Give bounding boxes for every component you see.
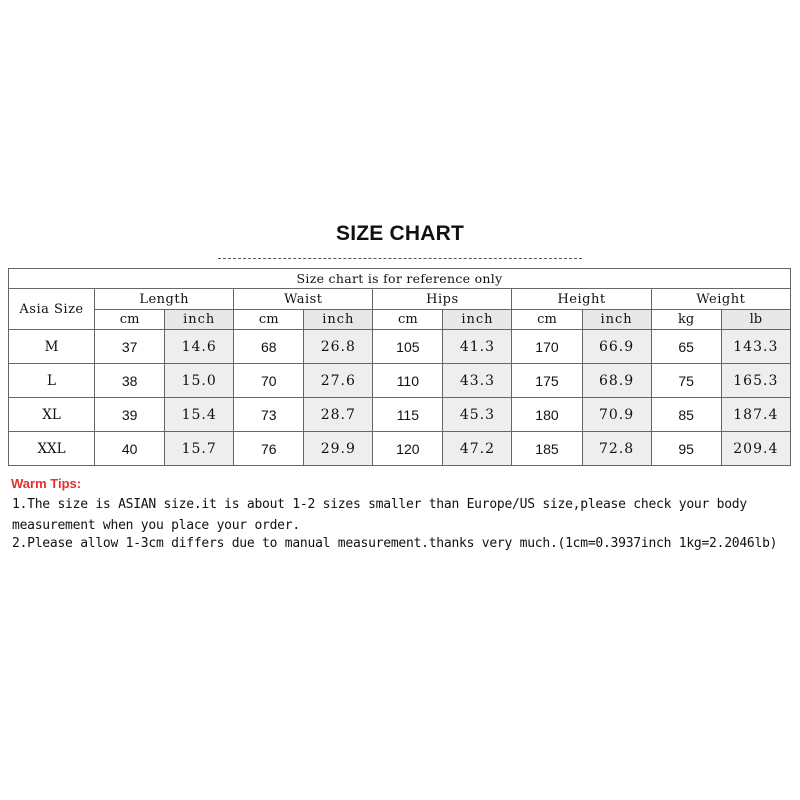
table-cell: 39 — [95, 398, 165, 432]
table-cell: 165.3 — [721, 364, 790, 398]
table-cell: 45.3 — [443, 398, 512, 432]
table-cell: 180 — [512, 398, 582, 432]
table-cell: 15.0 — [165, 364, 234, 398]
unit-header: inch — [165, 310, 234, 330]
table-cell: 47.2 — [443, 432, 512, 466]
group-header-hips: Hips — [373, 289, 512, 310]
unit-header: cm — [234, 310, 304, 330]
table-cell: 26.8 — [304, 330, 373, 364]
table-cell: 41.3 — [443, 330, 512, 364]
table-cell: 68.9 — [582, 364, 651, 398]
warm-tip-2: 2.Please allow 1-3cm differs due to manual measurement.thanks very much.(1cm=0.3937inch 1kg=2.2046lb) — [12, 536, 778, 551]
table-cell: 73 — [234, 398, 304, 432]
table-cell: 65 — [651, 330, 721, 364]
table-cell: 66.9 — [582, 330, 651, 364]
table-cell: 38 — [95, 364, 165, 398]
table-cell: 28.7 — [304, 398, 373, 432]
table-cell: 143.3 — [721, 330, 790, 364]
table-cell: 70.9 — [582, 398, 651, 432]
page-title: SIZE CHART — [336, 222, 464, 245]
table-row — [9, 432, 791, 466]
title-divider — [218, 258, 582, 259]
table-cell: 175 — [512, 364, 582, 398]
group-header-length: Length — [95, 289, 234, 310]
group-header-weight: Weight — [651, 289, 790, 310]
unit-header: lb — [721, 310, 790, 330]
unit-header: kg — [651, 310, 721, 330]
table-cell: 37 — [95, 330, 165, 364]
unit-header: inch — [304, 310, 373, 330]
warm-tips-heading: Warm Tips: — [11, 476, 82, 491]
table-cell: 27.6 — [304, 364, 373, 398]
table-cell: 43.3 — [443, 364, 512, 398]
unit-header: cm — [373, 310, 443, 330]
table-cell: 76 — [234, 432, 304, 466]
table-cell: 75 — [651, 364, 721, 398]
table-cell: 70 — [234, 364, 304, 398]
table-cell: 15.4 — [165, 398, 234, 432]
size-label: XXL — [9, 432, 95, 466]
unit-header: inch — [443, 310, 512, 330]
table-cell: 170 — [512, 330, 582, 364]
size-label: XL — [9, 398, 95, 432]
table-cell: 85 — [651, 398, 721, 432]
table-cell: 72.8 — [582, 432, 651, 466]
size-label: L — [9, 364, 95, 398]
size-chart-table — [8, 268, 791, 466]
table-cell: 209.4 — [721, 432, 790, 466]
table-cell: 105 — [373, 330, 443, 364]
table-cell: 187.4 — [721, 398, 790, 432]
table-cell: 120 — [373, 432, 443, 466]
table-cell: 40 — [95, 432, 165, 466]
size-label: M — [9, 330, 95, 364]
asia-size-header: Asia Size — [9, 289, 95, 330]
table-cell: 95 — [651, 432, 721, 466]
unit-header: inch — [582, 310, 651, 330]
table-cell: 29.9 — [304, 432, 373, 466]
table-cell: 68 — [234, 330, 304, 364]
table-row — [9, 330, 791, 364]
table-row — [9, 398, 791, 432]
table-cell: 14.6 — [165, 330, 234, 364]
group-header-height: Height — [512, 289, 651, 310]
table-cell: 110 — [373, 364, 443, 398]
warm-tip-1: 1.The size is ASIAN size.it is about 1-2 sizes smaller than Europe/US size,please check your body measurement when you place your order. — [12, 497, 747, 533]
unit-header: cm — [512, 310, 582, 330]
unit-header: cm — [95, 310, 165, 330]
group-header-waist: Waist — [234, 289, 373, 310]
table-cell: 15.7 — [165, 432, 234, 466]
table-row — [9, 364, 791, 398]
table-cell: 115 — [373, 398, 443, 432]
reference-note: Size chart is for reference only — [9, 269, 791, 289]
table-cell: 185 — [512, 432, 582, 466]
